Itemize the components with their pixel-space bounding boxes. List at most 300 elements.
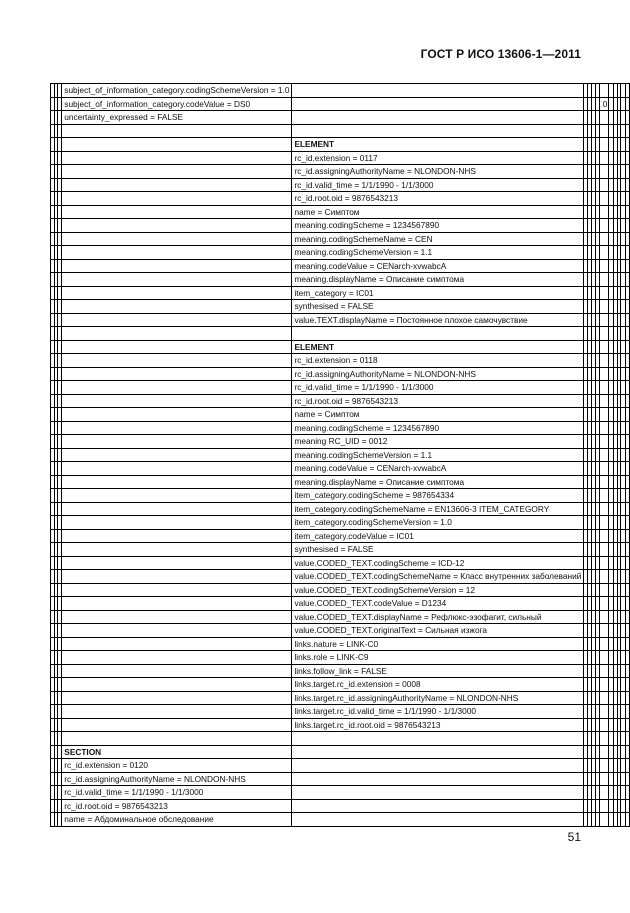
empty-cell (625, 813, 629, 827)
table-row (51, 786, 630, 800)
element-structure-table (50, 83, 630, 827)
empty-cell (625, 691, 629, 705)
row-text (292, 408, 584, 422)
empty-cell (62, 219, 292, 233)
table-row (51, 529, 630, 543)
table-row (51, 745, 630, 759)
row-text-content: item_category.codeValue = IC01 (294, 530, 414, 541)
row-text-content: rc_id.root.oid = 9876543213 (64, 800, 168, 811)
row-secondary-value: 0 (600, 97, 609, 111)
empty-cell (625, 678, 629, 692)
empty-cell (62, 381, 292, 395)
empty-cell (600, 300, 609, 314)
empty-cell (292, 786, 584, 800)
empty-cell (62, 286, 292, 300)
table-row (51, 705, 630, 719)
table-row (51, 651, 630, 665)
row-text-content: links.nature = LINK-C0 (294, 638, 379, 649)
row-text (292, 421, 584, 435)
table-row (51, 178, 630, 192)
empty-cell (625, 462, 629, 476)
empty-cell (292, 799, 584, 813)
row-text-content: value.CODED_TEXT.codeValue = D1234 (294, 598, 447, 608)
empty-cell (625, 475, 629, 489)
empty-cell (600, 745, 609, 759)
empty-cell (600, 138, 609, 152)
row-text-content: value.CODED_TEXT.codingSchemeName = Класс внутренних заболеваний (294, 571, 582, 581)
row-text (292, 300, 584, 314)
row-text-content: meaning.codeValue = CENarch-xvwabcA (294, 260, 447, 271)
empty-cell (625, 543, 629, 557)
row-text-content: SECTION (64, 746, 102, 757)
empty-cell (625, 745, 629, 759)
row-text-content: rc_id.extension = 0117 (294, 152, 378, 163)
empty-cell (625, 367, 629, 381)
empty-cell (625, 705, 629, 719)
row-text (292, 570, 584, 584)
table-row (51, 597, 630, 611)
empty-cell (62, 529, 292, 543)
table-row (51, 408, 630, 422)
empty-cell (625, 205, 629, 219)
empty-cell (62, 597, 292, 611)
empty-cell (600, 381, 609, 395)
empty-cell (62, 354, 292, 368)
table-row (51, 718, 630, 732)
table-row (51, 165, 630, 179)
row-text (292, 313, 584, 327)
table-row (51, 759, 630, 773)
row-text-content: value.CODED_TEXT.originalText = Сильная изжога (294, 625, 488, 635)
empty-cell (62, 246, 292, 260)
row-text (292, 354, 584, 368)
row-text-content: links.role = LINK-C9 (294, 652, 369, 662)
table-row (51, 354, 630, 368)
row-text-content: meaning.displayName = Описание симптома (294, 476, 465, 487)
empty-cell (62, 232, 292, 246)
empty-cell (625, 111, 629, 125)
empty-cell (600, 732, 609, 746)
empty-cell (600, 786, 609, 800)
empty-cell (600, 394, 609, 408)
row-text (62, 813, 292, 827)
empty-cell (62, 205, 292, 219)
empty-cell (600, 799, 609, 813)
row-text (292, 718, 584, 732)
table-row (51, 300, 630, 314)
row-text (292, 138, 584, 152)
row-text (292, 273, 584, 287)
table-row (51, 394, 630, 408)
empty-cell (62, 340, 292, 354)
empty-cell (600, 772, 609, 786)
row-text-content: links.target.rc_id.root.oid = 9876543213 (294, 719, 441, 730)
row-text (292, 394, 584, 408)
table-row (51, 111, 630, 125)
empty-cell (625, 394, 629, 408)
empty-cell (625, 84, 629, 98)
empty-cell (625, 556, 629, 570)
empty-cell (62, 516, 292, 530)
empty-cell (625, 637, 629, 651)
empty-cell (625, 151, 629, 165)
empty-cell (625, 192, 629, 206)
empty-cell (62, 502, 292, 516)
row-text-content: value.CODED_TEXT.codingSchemeVersion = 12 (294, 584, 476, 595)
empty-cell (600, 556, 609, 570)
empty-cell (625, 340, 629, 354)
row-text (292, 462, 584, 476)
empty-cell (600, 408, 609, 422)
table-row (51, 489, 630, 503)
empty-cell (292, 97, 584, 111)
row-text (292, 286, 584, 300)
row-text-content: meaning.codeValue = CENarch-xvwabcA (294, 463, 447, 473)
row-text-content: links.target.rc_id.assigningAuthorityName = NLONDON-NHS (294, 692, 519, 703)
row-text (292, 624, 584, 638)
empty-cell (625, 219, 629, 233)
empty-cell (600, 583, 609, 597)
row-text (292, 529, 584, 543)
empty-cell (625, 664, 629, 678)
row-text-content: rc_id.root.oid = 9876543213 (294, 193, 399, 203)
empty-cell (625, 516, 629, 530)
empty-cell (625, 759, 629, 773)
empty-cell (62, 556, 292, 570)
empty-cell (625, 178, 629, 192)
row-text (292, 448, 584, 462)
row-text-content: value.CODED_TEXT.codingScheme = ICD-12 (294, 557, 465, 568)
empty-cell (625, 799, 629, 813)
empty-cell (625, 502, 629, 516)
empty-cell (62, 327, 292, 341)
empty-cell (625, 327, 629, 341)
row-text (62, 772, 292, 786)
empty-cell (62, 124, 292, 138)
row-text (292, 435, 584, 449)
empty-cell (625, 651, 629, 665)
row-text (292, 651, 584, 665)
empty-cell (62, 273, 292, 287)
empty-cell (62, 367, 292, 381)
empty-cell (62, 691, 292, 705)
row-text-content: meaning.codingScheme = 1234567890 (294, 220, 440, 230)
row-text (62, 799, 292, 813)
row-text-content: synthesised = FALSE (294, 301, 374, 311)
table-row (51, 151, 630, 165)
empty-cell (600, 313, 609, 327)
empty-cell (62, 313, 292, 327)
empty-cell (600, 232, 609, 246)
table-row (51, 772, 630, 786)
empty-cell (600, 178, 609, 192)
empty-cell (625, 313, 629, 327)
empty-cell (62, 637, 292, 651)
empty-cell (62, 705, 292, 719)
table-row (51, 732, 630, 746)
empty-cell (292, 84, 584, 98)
table-row (51, 340, 630, 354)
empty-cell (62, 651, 292, 665)
empty-cell (62, 138, 292, 152)
row-text-content: rc_id.extension = 0120 (64, 760, 149, 770)
row-text (292, 516, 584, 530)
row-text-content: item_category.codingSchemeVersion = 1.0 (294, 517, 452, 527)
table-row (51, 97, 630, 111)
empty-cell (600, 813, 609, 827)
table-row (51, 219, 630, 233)
row-text-content: item_category.codingScheme = 987654334 (294, 490, 455, 500)
empty-cell (625, 246, 629, 260)
row-text-content: uncertainty_expressed = FALSE (64, 112, 184, 122)
empty-cell (600, 151, 609, 165)
empty-cell (600, 759, 609, 773)
empty-cell (292, 745, 584, 759)
row-text (292, 192, 584, 206)
empty-cell (292, 772, 584, 786)
empty-cell (62, 624, 292, 638)
row-text (292, 583, 584, 597)
empty-cell (62, 421, 292, 435)
table-row (51, 381, 630, 395)
empty-cell (600, 286, 609, 300)
empty-cell (600, 84, 609, 98)
empty-cell (600, 327, 609, 341)
empty-cell (625, 610, 629, 624)
empty-cell (62, 435, 292, 449)
row-text (292, 246, 584, 260)
empty-cell (62, 732, 292, 746)
empty-cell (62, 678, 292, 692)
table-row (51, 313, 630, 327)
row-text (292, 556, 584, 570)
row-text-content: rc_id.valid_time = 1/1/1990 - 1/1/3000 (294, 179, 434, 190)
table-row (51, 691, 630, 705)
empty-cell (62, 583, 292, 597)
row-text (292, 340, 584, 354)
empty-cell (600, 718, 609, 732)
empty-cell (600, 678, 609, 692)
table-row (51, 610, 630, 624)
empty-cell (625, 718, 629, 732)
empty-cell (625, 354, 629, 368)
row-text (292, 165, 584, 179)
empty-cell (600, 489, 609, 503)
table-row (51, 583, 630, 597)
table-row (51, 502, 630, 516)
empty-cell (600, 205, 609, 219)
table-row (51, 367, 630, 381)
empty-cell (600, 246, 609, 260)
row-text (292, 178, 584, 192)
row-text-content: synthesised = FALSE (294, 544, 374, 554)
empty-cell (600, 637, 609, 651)
row-text-content: rc_id.valid_time = 1/1/1990 - 1/1/3000 (294, 382, 434, 392)
table-row (51, 813, 630, 827)
empty-cell (62, 718, 292, 732)
empty-cell (62, 489, 292, 503)
row-text (62, 84, 292, 98)
empty-cell (292, 813, 584, 827)
table-body (51, 84, 630, 827)
empty-cell (625, 732, 629, 746)
empty-cell (62, 151, 292, 165)
empty-cell (600, 354, 609, 368)
row-text (62, 786, 292, 800)
row-text-content: name = Абдоминальное обследование (64, 814, 214, 824)
row-text (62, 111, 292, 125)
row-text (292, 381, 584, 395)
table-row (51, 799, 630, 813)
row-text (292, 489, 584, 503)
row-text-content: rc_id.assigningAuthorityName = NLONDON-NHS (294, 368, 476, 379)
empty-cell (600, 597, 609, 611)
table-row (51, 327, 630, 341)
empty-cell (62, 664, 292, 678)
empty-cell (600, 664, 609, 678)
table-row (51, 678, 630, 692)
row-text-content: meaning.displayName = Описание симптома (294, 274, 465, 284)
empty-cell (625, 97, 629, 111)
empty-cell (625, 286, 629, 300)
empty-cell (625, 138, 629, 152)
empty-cell (600, 273, 609, 287)
empty-cell (292, 327, 584, 341)
table-row (51, 556, 630, 570)
empty-cell (600, 543, 609, 557)
row-text (292, 219, 584, 233)
row-text (292, 610, 584, 624)
row-text-content: links.target.rc_id.valid_time = 1/1/1990 - 1/1/3000 (294, 706, 476, 716)
row-text-content: item_category.codingSchemeName = EN13606-3 ITEM_CATEGORY (294, 503, 550, 514)
row-text-content: value.CODED_TEXT.displayName = Рефлюкс-эзофагит, сильный (294, 611, 542, 622)
table-row (51, 205, 630, 219)
empty-cell (600, 610, 609, 624)
empty-cell (625, 259, 629, 273)
table-row (51, 84, 630, 98)
table-row (51, 435, 630, 449)
row-text-content: name = Симптом (294, 206, 360, 217)
empty-cell (625, 381, 629, 395)
empty-cell (62, 300, 292, 314)
empty-cell (625, 597, 629, 611)
table-row (51, 246, 630, 260)
empty-cell (62, 570, 292, 584)
empty-cell (625, 448, 629, 462)
empty-cell (625, 435, 629, 449)
empty-cell (600, 570, 609, 584)
empty-cell (62, 462, 292, 476)
row-text (292, 543, 584, 557)
empty-cell (600, 529, 609, 543)
empty-cell (600, 651, 609, 665)
table-row (51, 138, 630, 152)
row-text (292, 502, 584, 516)
row-text (292, 475, 584, 489)
empty-cell (625, 300, 629, 314)
row-text-content: rc_id.valid_time = 1/1/1990 - 1/1/3000 (64, 787, 204, 797)
table-row (51, 259, 630, 273)
row-text-content: meaning.codingSchemeVersion = 1.1 (294, 449, 433, 460)
table-row (51, 475, 630, 489)
row-text-content: rc_id.root.oid = 9876543213 (294, 395, 399, 406)
empty-cell (600, 219, 609, 233)
standard-header: ГОСТ Р ИСО 13606-1—2011 (420, 47, 581, 61)
empty-cell (62, 259, 292, 273)
empty-cell (600, 691, 609, 705)
table-row (51, 624, 630, 638)
table-row (51, 286, 630, 300)
empty-cell (625, 570, 629, 584)
table-row (51, 192, 630, 206)
row-text (292, 664, 584, 678)
empty-cell (600, 448, 609, 462)
empty-cell (62, 394, 292, 408)
row-text-content: meaning.codingScheme = 1234567890 (294, 422, 440, 433)
row-text (292, 259, 584, 273)
row-text-content: subject_of_information_category.codeValue = DS0 (64, 98, 251, 109)
empty-cell (292, 111, 584, 125)
row-text (292, 597, 584, 611)
table-row (51, 232, 630, 246)
page-number: 51 (567, 830, 581, 844)
empty-cell (625, 408, 629, 422)
empty-cell (600, 259, 609, 273)
row-text (292, 637, 584, 651)
empty-cell (600, 192, 609, 206)
empty-cell (625, 583, 629, 597)
table-row (51, 516, 630, 530)
row-text-content: item_category = IC01 (294, 287, 374, 298)
row-text (292, 367, 584, 381)
empty-cell (600, 111, 609, 125)
table-row (51, 273, 630, 287)
table-row (51, 543, 630, 557)
empty-cell (600, 435, 609, 449)
table-row (51, 664, 630, 678)
empty-cell (625, 772, 629, 786)
row-text (62, 97, 292, 111)
row-text (292, 691, 584, 705)
empty-cell (625, 124, 629, 138)
empty-cell (600, 462, 609, 476)
empty-cell (62, 408, 292, 422)
table-row (51, 637, 630, 651)
row-text-content: meaning RC_UID = 0012 (294, 436, 388, 446)
empty-cell (62, 543, 292, 557)
table-row (51, 421, 630, 435)
empty-cell (625, 232, 629, 246)
empty-cell (625, 165, 629, 179)
empty-cell (625, 489, 629, 503)
empty-cell (62, 610, 292, 624)
row-text-content: subject_of_information_category.codingSchemeVersion = 1.0 (64, 85, 290, 95)
table-row (51, 448, 630, 462)
row-text-content: value.TEXT.displayName = Постоянное плохое самочувствие (294, 314, 528, 325)
empty-cell (62, 192, 292, 206)
row-text-content: ELEMENT (294, 139, 335, 149)
empty-cell (600, 367, 609, 381)
row-text-content: meaning.codingSchemeName = CEN (294, 233, 433, 244)
row-text (292, 232, 584, 246)
empty-cell (600, 475, 609, 489)
empty-cell (600, 340, 609, 354)
empty-cell (625, 273, 629, 287)
row-text-content: meaning.codingSchemeVersion = 1.1 (294, 247, 433, 257)
row-text (292, 705, 584, 719)
empty-cell (625, 786, 629, 800)
row-text (292, 151, 584, 165)
